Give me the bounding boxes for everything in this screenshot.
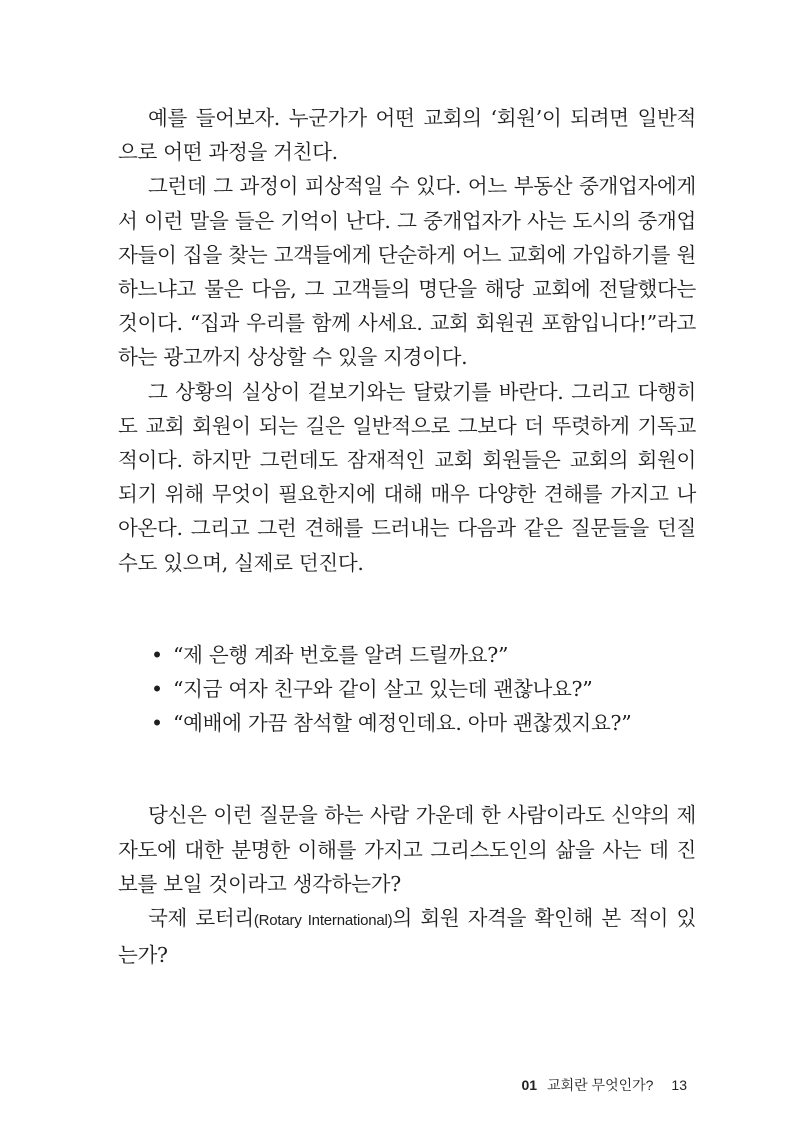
spacer: [118, 740, 696, 798]
paragraph-4: 당신은 이런 질문을 하는 사람 가운데 한 사람이라도 신약의 제자도에 대한 분명한 이해를 가지고 그리스도인의 삶을 사는 데 진보를 보일 것이라고 생각하는가?: [118, 803, 696, 896]
chapter-number: 01: [521, 1077, 538, 1093]
question-item: • “예배에 가끔 참석할 예정인데요. 아마 괜찮겠지요?”: [151, 706, 696, 740]
paragraph-5-after: 의 회원 자격을 확인해 본 적이 있는가?: [118, 906, 697, 968]
paragraph-5-english: (Rotary International): [253, 912, 393, 930]
page-number: 13: [671, 1077, 687, 1093]
chapter-title: 교회란 무엇인가?: [547, 1077, 654, 1093]
paragraph-2: 그런데 그 과정이 피상적일 수 있다. 어느 부동산 중개업자에게서 이런 말을 들은 기억이 난다. 그 중개업자가 사는 도시의 중개업자들이 집을 찾는 고객들에게 단순하게 어느 교회에 가입하기를 원하느냐고 물은 다음, 그 고객들의 명단을 해당 교회에 전달했다는 것이다. “집과 우리를 함께 사세요. 교회 회원권 포함입니다!”라고 하는 광고까지 상상할 수 있을 지경이다.: [118, 174, 696, 370]
paragraph-3: 그 상황의 실상이 겉보기와는 달랐기를 바란다. 그리고 다행히도 교회 회원이 되는 길은 일반적으로 그보다 더 뚜렷하게 기독교적이다. 하지만 그런데도 잠재적인 교회 회원들은 교회의 회원이 되기 위해 무엇이 필요한지에 대해 매우 다양한 견해를 가지고 나아온다. 그리고 그런 견해를 드러내는 다음과 같은 질문들을 던질 수도 있으며, 실제로 던진다.: [118, 379, 696, 575]
spacer: [118, 580, 696, 638]
page-footer: [522, 1075, 688, 1095]
question-item: • “제 은행 계좌 번호를 알려 드릴까요?”: [151, 638, 696, 672]
paragraph-1: 예를 들어보자. 누군가가 어떤 교회의 ‘회원’이 되려면 일반적으로 어떤 과정을 거친다.: [118, 106, 696, 165]
body-text: [118, 101, 696, 972]
question-list: [118, 638, 696, 741]
question-item: • “지금 여자 친구와 같이 살고 있는데 괜찮나요?”: [151, 672, 696, 706]
paragraph-5-before: 국제 로터리: [148, 906, 254, 931]
paragraph-5: [118, 901, 696, 972]
